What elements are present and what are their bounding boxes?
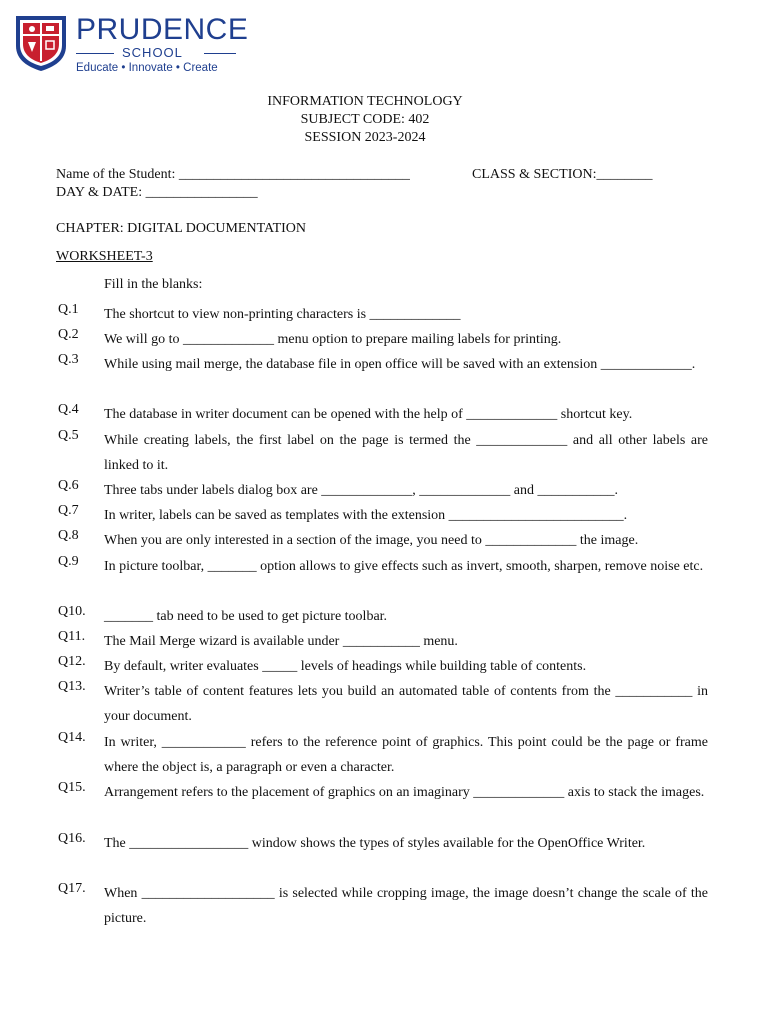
- question-number: Q.1: [58, 302, 79, 317]
- question-text: In picture toolbar, _______ option allows to give effects such as invert, smooth, sharpen, remove noise etc.: [104, 559, 704, 574]
- instruction: Fill in the blanks:: [104, 277, 203, 292]
- question-number: Q.4: [58, 402, 79, 417]
- school-tagline: Educate • Innovate • Create: [76, 62, 218, 74]
- question-number: Q.7: [58, 503, 79, 518]
- session: SESSION 2023-2024: [304, 130, 426, 145]
- question-text: Three tabs under labels dialog box are _____________, _____________ and ___________.: [104, 483, 619, 498]
- question-text: In writer, ____________ refers to the reference point of graphics. This point could be the page or frame where the object is, a paragraph or even a character.: [104, 735, 708, 775]
- question-text: The _________________ window shows the types of styles available for the OpenOffice Writer.: [104, 836, 646, 851]
- question-number: Q15.: [58, 780, 86, 795]
- school-name: PRUDENCE: [76, 13, 249, 46]
- student-name-field: Name of the Student: _________________________________: [56, 167, 410, 182]
- question-text: The database in writer document can be opened with the help of _____________ shortcut key.: [104, 407, 633, 422]
- question-text: Arrangement refers to the placement of graphics on an imaginary _____________ axis to stack the images.: [104, 785, 705, 800]
- school-logo: [14, 13, 249, 76]
- question-text: By default, writer evaluates _____ levels of headings while building table of contents.: [104, 659, 587, 674]
- school-crest-icon: [14, 14, 68, 72]
- worksheet-title: WORKSHEET-3: [56, 249, 153, 264]
- class-section-field: CLASS & SECTION:________: [472, 167, 653, 182]
- subject-code: SUBJECT CODE: 402: [300, 112, 430, 127]
- day-date-field: DAY & DATE: ________________: [56, 185, 258, 200]
- question-text: While using mail merge, the database file in open office will be saved with an extension _____________.: [104, 357, 696, 372]
- question-number: Q13.: [58, 679, 86, 694]
- question-text: We will go to _____________ menu option to prepare mailing labels for printing.: [104, 332, 562, 347]
- question-number: Q.9: [58, 554, 79, 569]
- divider: [76, 53, 114, 54]
- question-text: _______ tab need to be used to get picture toolbar.: [104, 609, 388, 624]
- question-number: Q16.: [58, 831, 86, 846]
- question-text: Writer’s table of content features lets you build an automated table of contents from the ___________ in your document.: [104, 684, 708, 724]
- question-number: Q14.: [58, 730, 86, 745]
- divider: [204, 53, 236, 54]
- question-number: Q11.: [58, 629, 86, 644]
- question-text: In writer, labels can be saved as templates with the extension _________________________.: [104, 508, 628, 523]
- question-number: Q.2: [58, 327, 79, 342]
- question-text: The Mail Merge wizard is available under ___________ menu.: [104, 634, 458, 649]
- subject-title: INFORMATION TECHNOLOGY: [267, 94, 463, 109]
- question-number: Q.3: [58, 352, 79, 367]
- school-subtitle: SCHOOL: [122, 45, 183, 60]
- question-number: Q.8: [58, 528, 79, 543]
- question-number: Q17.: [58, 881, 86, 896]
- question-text: When you are only interested in a section of the image, you need to _____________ the image.: [104, 533, 639, 548]
- question-number: Q.5: [58, 428, 79, 443]
- question-number: Q12.: [58, 654, 86, 669]
- question-number: Q.6: [58, 478, 79, 493]
- school-wordmark: [76, 14, 248, 74]
- question-text: While creating labels, the first label on the page is termed the _____________ and all other labels are linked to it.: [104, 433, 708, 473]
- chapter-title: CHAPTER: DIGITAL DOCUMENTATION: [56, 221, 306, 236]
- question-text: The shortcut to view non-printing characters is _____________: [104, 307, 461, 322]
- question-number: Q10.: [58, 604, 86, 619]
- question-text: When ___________________ is selected while cropping image, the image doesn’t change the scale of the picture.: [104, 886, 708, 926]
